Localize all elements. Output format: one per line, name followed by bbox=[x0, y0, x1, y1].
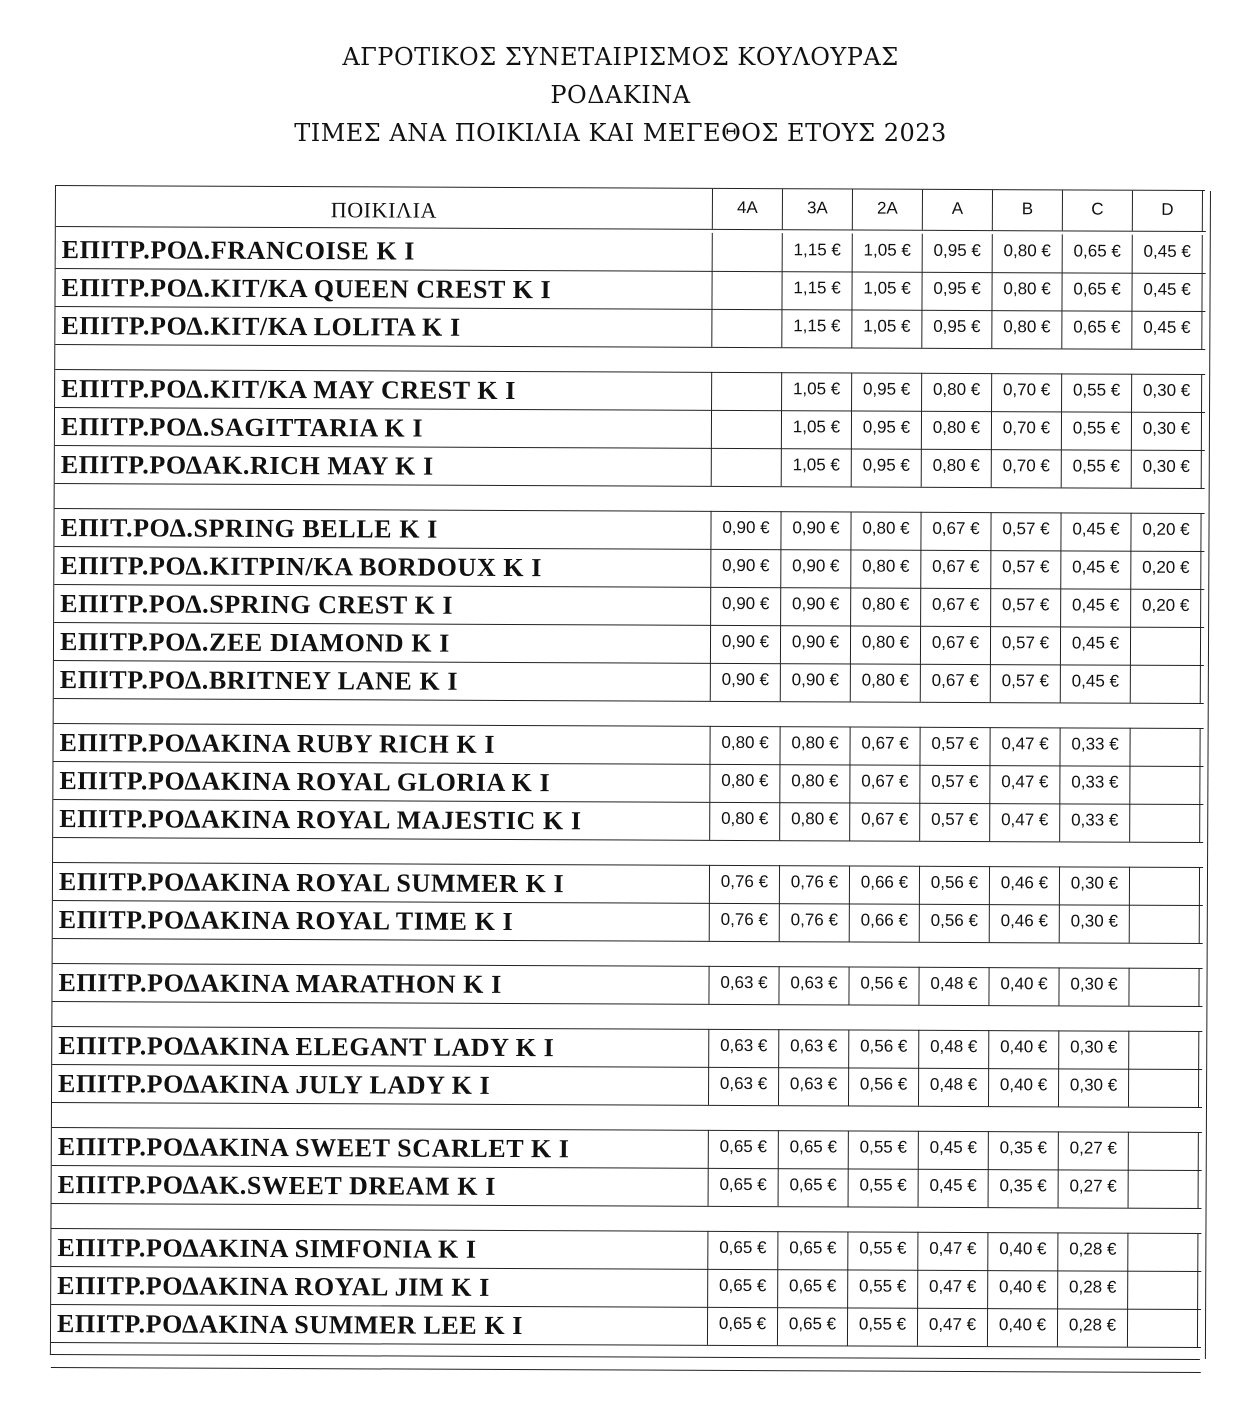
price-cell: 0,57 € bbox=[991, 626, 1061, 664]
price-cell bbox=[1128, 1309, 1198, 1347]
price-cell: 0,47 € bbox=[990, 765, 1060, 803]
price-cell: 0,70 € bbox=[992, 449, 1062, 487]
price-cell: 0,45 € bbox=[1061, 626, 1131, 664]
variety-name: ΕΠΙΤΡ.ΡΟΔΑΚΙΝΑ SUMMER LEE K I bbox=[51, 1304, 708, 1345]
price-cell bbox=[1130, 728, 1200, 766]
variety-name: ΕΠΙΤΡ.ΡΟΔΑΚΙΝΑ SWEET SCARLET K I bbox=[52, 1127, 709, 1168]
table-row bbox=[52, 1165, 1202, 1209]
price-cell: 0,45 € bbox=[1133, 235, 1203, 273]
variety-name: ΕΠΙΤΡ.ΡΟΔ.ΚΙΤΡΙΝ/ΚΑ BORDOUX K I bbox=[54, 546, 711, 587]
price-cell: 0,57 € bbox=[991, 550, 1061, 588]
price-cell: 0,57 € bbox=[920, 727, 990, 765]
price-cell: 0,45 € bbox=[1132, 311, 1202, 349]
price-cell: 1,05 € bbox=[782, 410, 852, 448]
price-cell: 0,56 € bbox=[849, 1029, 919, 1067]
price-cell bbox=[1129, 968, 1199, 1006]
table-row bbox=[51, 1228, 1201, 1272]
price-cell bbox=[712, 309, 782, 347]
price-cell: 0,76 € bbox=[710, 903, 780, 941]
price-cell bbox=[712, 372, 782, 410]
price-cell: 0,80 € bbox=[851, 549, 921, 587]
price-cell bbox=[1129, 1069, 1199, 1107]
price-cell: 0,63 € bbox=[779, 1029, 849, 1067]
price-cell: 0,56 € bbox=[920, 904, 990, 942]
variety-name: ΕΠΙΤΡ.ΡΟΔΑΚΙΝΑ ROYAL MAJESTIC K I bbox=[53, 799, 710, 840]
price-cell: 0,30 € bbox=[1059, 967, 1129, 1005]
table-row bbox=[55, 306, 1205, 350]
price-cell: 1,15 € bbox=[782, 309, 852, 347]
price-cell: 0,48 € bbox=[919, 967, 989, 1005]
price-cell: 0,47 € bbox=[990, 727, 1060, 765]
price-cell: 0,70 € bbox=[992, 373, 1062, 411]
price-cell: 0,90 € bbox=[781, 625, 851, 663]
variety-name: ΕΠΙΤΡ.ΡΟΔ.ΚΙΤ/ΚΑ QUEEN CREST K I bbox=[55, 268, 712, 309]
variety-name: ΕΠΙΤΡ.ΡΟΔΑΚΙΝΑ SIMFONIA K I bbox=[51, 1228, 708, 1269]
price-cell: 1,05 € bbox=[852, 309, 922, 347]
price-cell: 0,80 € bbox=[851, 511, 921, 549]
price-cell: 0,48 € bbox=[919, 1030, 989, 1068]
price-cell: 0,80 € bbox=[710, 764, 780, 802]
price-cell: 0,66 € bbox=[850, 903, 920, 941]
price-cell: 0,90 € bbox=[711, 663, 781, 701]
table-row bbox=[55, 268, 1205, 312]
price-cell bbox=[1128, 1233, 1198, 1271]
price-cell: 0,90 € bbox=[711, 549, 781, 587]
variety-name: ΕΠΙΤΡ.ΡΟΔ.BRITNEY LANE K I bbox=[54, 660, 711, 701]
price-cell: 0,65 € bbox=[708, 1307, 778, 1345]
price-cell: 0,46 € bbox=[990, 866, 1060, 904]
price-cell bbox=[1130, 867, 1200, 905]
variety-name: ΕΠΙΤΡ.ΡΟΔΑΚΙΝΑ RUBY RICH K I bbox=[53, 723, 710, 764]
price-cell: 0,28 € bbox=[1058, 1232, 1128, 1270]
variety-name: ΕΠΙΤΡ.ΡΟΔΑΚΙΝΑ ROYAL TIME K I bbox=[53, 900, 710, 941]
price-cell: 0,90 € bbox=[781, 587, 851, 625]
header-variety: ΠΟΙΚΙΛΙΑ bbox=[56, 186, 713, 229]
price-cell: 0,55 € bbox=[1062, 411, 1132, 449]
variety-name: ΕΠΙΤΡ.ΡΟΔ.SAGITTARIA K I bbox=[55, 407, 712, 448]
price-cell bbox=[1129, 1132, 1199, 1170]
price-cell: 0,65 € bbox=[778, 1269, 848, 1307]
price-cell: 0,35 € bbox=[989, 1169, 1059, 1207]
price-cell: 0,80 € bbox=[851, 587, 921, 625]
price-cell: 0,67 € bbox=[921, 512, 991, 550]
price-cell: 0,65 € bbox=[708, 1269, 778, 1307]
price-cell: 0,80 € bbox=[993, 234, 1063, 272]
price-cell: 0,57 € bbox=[920, 765, 990, 803]
table-row bbox=[51, 1266, 1201, 1310]
price-cell: 0,30 € bbox=[1059, 1030, 1129, 1068]
title-cooperative: ΑΓΡΟΤΙΚΟΣ ΣΥΝΕΤΑΙΡΙΣΜΟΣ ΚΟΥΛΟΥΡΑΣ bbox=[342, 43, 899, 71]
price-cell: 0,57 € bbox=[991, 512, 1061, 550]
variety-name: ΕΠΙΤΡ.ΡΟΔΑΚΙΝΑ ROYAL GLORIA K I bbox=[53, 761, 710, 802]
price-cell: 0,20 € bbox=[1131, 551, 1201, 589]
price-cell: 0,56 € bbox=[849, 1067, 919, 1105]
price-cell: 0,33 € bbox=[1060, 803, 1130, 841]
price-cell: 0,80 € bbox=[710, 802, 780, 840]
table-row bbox=[54, 622, 1204, 666]
price-cell: 0,67 € bbox=[921, 626, 991, 664]
variety-name: ΕΠΙΤΡ.ΡΟΔΑΚΙΝΑ ROYAL JIM K I bbox=[51, 1266, 708, 1307]
price-cell bbox=[1130, 905, 1200, 943]
price-cell: 0,70 € bbox=[992, 411, 1062, 449]
price-cell: 0,28 € bbox=[1058, 1270, 1128, 1308]
price-cell: 0,20 € bbox=[1131, 513, 1201, 551]
table-right-edge bbox=[1205, 191, 1211, 1359]
price-cell: 0,95 € bbox=[922, 272, 992, 310]
price-cell: 0,55 € bbox=[849, 1130, 919, 1168]
price-cell: 0,56 € bbox=[849, 966, 919, 1004]
price-cell: 0,45 € bbox=[1132, 273, 1202, 311]
table-row bbox=[53, 761, 1203, 805]
variety-name: ΕΠΙΤΡ.ΡΟΔ.FRANCOISE K I bbox=[56, 230, 713, 271]
price-cell: 0,95 € bbox=[922, 310, 992, 348]
price-cell: 0,40 € bbox=[989, 1068, 1059, 1106]
price-cell: 0,76 € bbox=[780, 865, 850, 903]
variety-name: ΕΠΙΤ.ΡΟΔ.SPRING BELLE K I bbox=[54, 508, 711, 549]
price-cell: 0,80 € bbox=[992, 310, 1062, 348]
variety-name: ΕΠΙΤΡ.ΡΟΔ.ΚΙΤ/ΚΑ LOLITA K I bbox=[55, 306, 712, 347]
header-size-3a: 3A bbox=[783, 189, 853, 229]
table-row bbox=[53, 862, 1203, 906]
table-row bbox=[54, 546, 1204, 590]
price-cell: 0,63 € bbox=[709, 1067, 779, 1105]
header-size-b: B bbox=[993, 190, 1063, 230]
price-cell: 0,67 € bbox=[850, 764, 920, 802]
price-cell: 0,80 € bbox=[851, 625, 921, 663]
price-cell bbox=[712, 271, 782, 309]
table-header-row bbox=[56, 186, 1206, 232]
table-row bbox=[51, 1304, 1201, 1348]
price-cell: 0,55 € bbox=[849, 1168, 919, 1206]
price-cell: 0,47 € bbox=[990, 803, 1060, 841]
price-cell: 1,05 € bbox=[852, 271, 922, 309]
price-cell: 0,80 € bbox=[851, 663, 921, 701]
price-cell: 0,40 € bbox=[988, 1270, 1058, 1308]
price-cell: 0,30 € bbox=[1059, 1068, 1129, 1106]
table-row bbox=[54, 584, 1204, 628]
price-cell: 0,30 € bbox=[1060, 904, 1130, 942]
price-cell: 0,67 € bbox=[921, 664, 991, 702]
price-cell: 0,40 € bbox=[988, 1308, 1058, 1346]
price-cell: 0,80 € bbox=[992, 272, 1062, 310]
variety-name: ΕΠΙΤΡ.ΡΟΔΑΚΙΝΑ JULY LADY K I bbox=[52, 1064, 709, 1105]
price-cell: 1,05 € bbox=[782, 448, 852, 486]
price-cell: 0,63 € bbox=[709, 1029, 779, 1067]
price-cell bbox=[1129, 1170, 1199, 1208]
price-cell bbox=[712, 410, 782, 448]
price-cell bbox=[1131, 665, 1201, 703]
price-cell: 1,05 € bbox=[853, 233, 923, 271]
price-cell: 0,65 € bbox=[1062, 310, 1132, 348]
table-row bbox=[53, 723, 1203, 767]
price-cell: 0,40 € bbox=[989, 1030, 1059, 1068]
price-cell: 0,45 € bbox=[1061, 588, 1131, 626]
price-cell: 0,80 € bbox=[922, 411, 992, 449]
price-cell: 0,95 € bbox=[852, 372, 922, 410]
table-row bbox=[53, 900, 1203, 944]
price-cell: 0,30 € bbox=[1132, 374, 1202, 412]
table-row bbox=[52, 1026, 1202, 1070]
price-cell: 0,63 € bbox=[779, 966, 849, 1004]
variety-name: ΕΠΙΤΡ.ΡΟΔΑΚΙΝΑ MARATHON K I bbox=[52, 963, 709, 1004]
table-row bbox=[52, 963, 1202, 1007]
price-cell: 0,27 € bbox=[1059, 1169, 1129, 1207]
price-cell: 0,65 € bbox=[778, 1307, 848, 1345]
price-cell: 0,35 € bbox=[989, 1131, 1059, 1169]
price-cell: 0,45 € bbox=[919, 1131, 989, 1169]
header-size-a: A bbox=[923, 190, 993, 230]
price-cell: 0,67 € bbox=[921, 550, 991, 588]
document-header bbox=[0, 38, 1241, 152]
price-cell: 0,45 € bbox=[919, 1169, 989, 1207]
price-cell: 0,63 € bbox=[779, 1067, 849, 1105]
variety-name: ΕΠΙΤΡ.ΡΟΔΑΚΙΝΑ ROYAL SUMMER K I bbox=[53, 862, 710, 903]
price-cell: 0,55 € bbox=[848, 1231, 918, 1269]
price-cell: 0,28 € bbox=[1058, 1308, 1128, 1346]
price-cell: 0,57 € bbox=[920, 803, 990, 841]
price-cell: 0,40 € bbox=[989, 967, 1059, 1005]
price-cell: 0,66 € bbox=[850, 865, 920, 903]
price-cell: 0,80 € bbox=[710, 726, 780, 764]
price-cell: 0,95 € bbox=[852, 410, 922, 448]
price-cell: 0,90 € bbox=[781, 511, 851, 549]
table-row bbox=[55, 369, 1205, 413]
group-separator bbox=[51, 1342, 1201, 1373]
price-cell: 0,20 € bbox=[1131, 589, 1201, 627]
price-cell: 0,57 € bbox=[991, 664, 1061, 702]
price-cell: 0,65 € bbox=[779, 1168, 849, 1206]
price-table bbox=[50, 185, 1205, 1360]
table-row bbox=[52, 1064, 1202, 1108]
price-cell: 0,47 € bbox=[918, 1308, 988, 1346]
variety-name: ΕΠΙΤΡ.ΡΟΔΑΚ.RICH MAY K I bbox=[55, 445, 712, 486]
title-product: ΡΟΔΑΚΙΝΑ bbox=[550, 81, 691, 109]
price-cell: 0,57 € bbox=[991, 588, 1061, 626]
table-row bbox=[56, 230, 1206, 274]
price-cell: 0,46 € bbox=[990, 904, 1060, 942]
price-cell: 0,80 € bbox=[780, 764, 850, 802]
price-cell: 1,15 € bbox=[782, 271, 852, 309]
price-cell: 1,05 € bbox=[782, 372, 852, 410]
price-cell: 0,80 € bbox=[780, 726, 850, 764]
price-cell: 0,76 € bbox=[780, 903, 850, 941]
title-prices: ΤΙΜΕΣ ΑΝΑ ΠΟΙΚΙΛΙΑ ΚΑΙ ΜΕΓΕΘΟΣ ΕΤΟΥΣ 2023 bbox=[294, 119, 947, 147]
price-cell bbox=[713, 233, 783, 271]
table-row bbox=[53, 799, 1203, 843]
price-cell: 0,90 € bbox=[711, 511, 781, 549]
price-cell bbox=[1130, 804, 1200, 842]
price-cell bbox=[1130, 766, 1200, 804]
price-cell: 0,63 € bbox=[709, 966, 779, 1004]
variety-name: ΕΠΙΤΡ.ΡΟΔΑΚΙΝΑ ELEGANT LADY K I bbox=[52, 1026, 709, 1067]
price-cell: 0,90 € bbox=[711, 625, 781, 663]
price-cell: 0,33 € bbox=[1060, 765, 1130, 803]
price-cell: 0,65 € bbox=[709, 1168, 779, 1206]
price-cell: 0,65 € bbox=[778, 1231, 848, 1269]
price-cell: 0,65 € bbox=[708, 1231, 778, 1269]
price-cell: 0,55 € bbox=[848, 1269, 918, 1307]
price-cell: 0,45 € bbox=[1061, 664, 1131, 702]
header-size-4a: 4A bbox=[713, 189, 783, 229]
price-cell: 0,45 € bbox=[1061, 512, 1131, 550]
price-cell: 0,30 € bbox=[1060, 866, 1130, 904]
price-cell: 0,90 € bbox=[781, 549, 851, 587]
price-cell: 0,40 € bbox=[988, 1232, 1058, 1270]
variety-name: ΕΠΙΤΡ.ΡΟΔ.ΚΙΤ/ΚΑ MAY CREST K I bbox=[55, 369, 712, 410]
price-cell: 0,67 € bbox=[850, 726, 920, 764]
price-cell: 0,47 € bbox=[918, 1270, 988, 1308]
price-cell: 0,48 € bbox=[919, 1068, 989, 1106]
price-cell: 0,65 € bbox=[709, 1130, 779, 1168]
header-size-c: C bbox=[1063, 190, 1133, 230]
price-cell: 0,95 € bbox=[923, 234, 993, 272]
price-cell: 0,30 € bbox=[1132, 450, 1202, 488]
price-cell: 0,67 € bbox=[921, 588, 991, 626]
price-cell: 0,33 € bbox=[1060, 727, 1130, 765]
variety-name: ΕΠΙΤΡ.ΡΟΔ.ZEE DIAMOND K I bbox=[54, 622, 711, 663]
price-cell: 0,95 € bbox=[852, 448, 922, 486]
table-row bbox=[55, 445, 1205, 489]
price-cell: 0,67 € bbox=[850, 802, 920, 840]
price-cell: 0,65 € bbox=[1062, 272, 1132, 310]
price-cell: 1,15 € bbox=[783, 233, 853, 271]
price-cell bbox=[1131, 627, 1201, 665]
price-cell: 0,47 € bbox=[918, 1232, 988, 1270]
price-cell bbox=[1129, 1031, 1199, 1069]
price-cell: 0,55 € bbox=[848, 1307, 918, 1345]
price-cell bbox=[712, 448, 782, 486]
table-row bbox=[52, 1127, 1202, 1171]
price-cell: 0,80 € bbox=[922, 449, 992, 487]
price-cell: 0,56 € bbox=[920, 866, 990, 904]
price-cell bbox=[1128, 1271, 1198, 1309]
variety-name: ΕΠΙΤΡ.ΡΟΔΑΚ.SWEET DREAM K I bbox=[52, 1165, 709, 1206]
price-cell: 0,27 € bbox=[1059, 1131, 1129, 1169]
price-cell: 0,65 € bbox=[779, 1130, 849, 1168]
price-cell: 0,80 € bbox=[922, 373, 992, 411]
price-cell: 0,90 € bbox=[711, 587, 781, 625]
price-cell: 0,90 € bbox=[781, 663, 851, 701]
header-size-2a: 2A bbox=[853, 189, 923, 229]
price-cell: 0,30 € bbox=[1132, 412, 1202, 450]
price-cell: 0,76 € bbox=[710, 865, 780, 903]
table-row bbox=[55, 407, 1205, 451]
header-size-d: D bbox=[1133, 191, 1203, 231]
price-cell: 0,65 € bbox=[1063, 234, 1133, 272]
price-cell: 0,55 € bbox=[1062, 373, 1132, 411]
table-row bbox=[54, 660, 1204, 704]
price-cell: 0,80 € bbox=[780, 802, 850, 840]
price-cell: 0,55 € bbox=[1062, 449, 1132, 487]
table-row bbox=[54, 508, 1204, 552]
price-cell: 0,45 € bbox=[1061, 550, 1131, 588]
variety-name: ΕΠΙΤΡ.ΡΟΔ.SPRING CREST K I bbox=[54, 584, 711, 625]
